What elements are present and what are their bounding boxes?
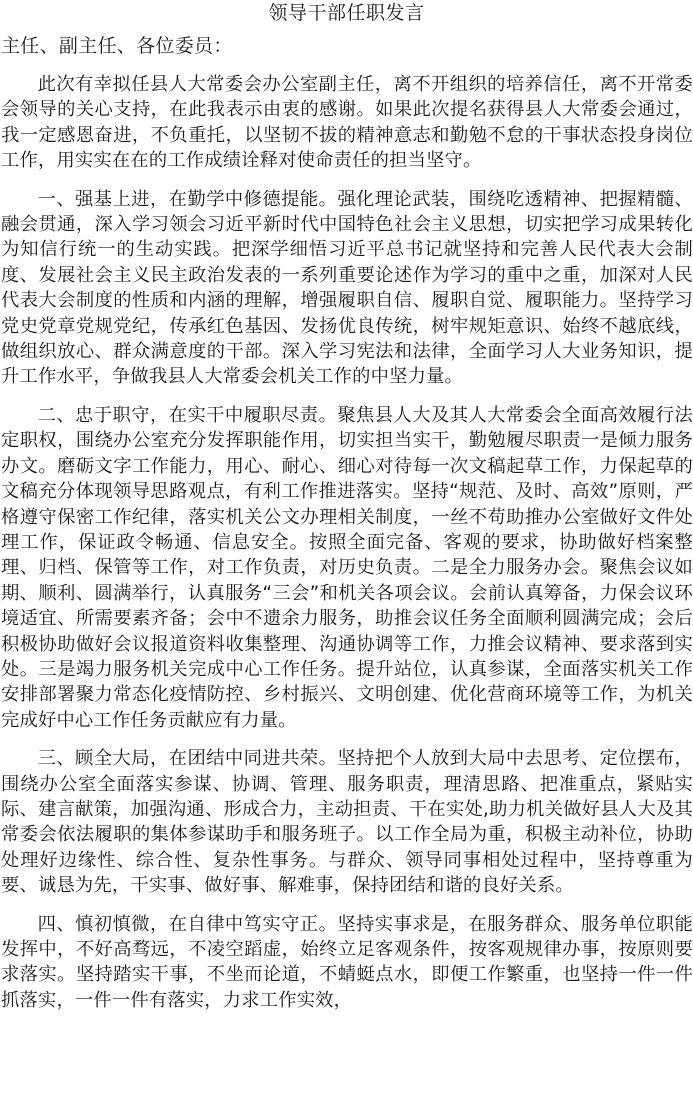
paragraph-study: 一、强基上进，在勤学中修德提能。强化理论武装，围绕吃透精神、把握精髓、融会贯通，深入学习领会习近平新时代中国特色社会主义思想，切实把学习成果转化为知信行统一的生动实践。把深学细悟习近平总书记就坚持和完善人民代表大会制度、发展社会主义民主政治发表的一系列重要论述作为学习的重中之重，加深对人民代表大会制度的性质和内涵的理解，增强履职自信、履职自觉、履职能力。坚持学习党史党章党规党纪，传承红色基因、发扬优良传统，树牢规矩意识、始终不越底线，做组织放心、群众满意度的干部。深入学习宪法和法律，全面学习人大业务知识，提升工作水平，争做我县人大常委会机关工作的中坚力量。	[1, 188, 693, 388]
paragraph-discipline: 四、慎初慎微，在自律中笃实守正。坚持实事求是，在服务群众、服务单位职能发挥中，不好高骛远，不凌空蹈虚，始终立足客观条件，按客观规律办事，按原则要求落实。坚持踏实干事，不坐而论道，不蜻蜓点水，即便工作繁重，也坚持一件一件抓落实，一件一件有落实，力求工作实效，	[1, 913, 693, 1011]
paragraph-intro: 此次有幸拟任县人大常委会办公室副主任，离不开组织的培养信任，离不开常委会领导的关心支持，在此我表示由衷的感谢。如果此次提名获得县人大常委会通过，我一定感恩奋进，不负重托，以坚韧不拔的精神意志和勤勉不怠的干事状态投身岗位工作，用实实在在的工作成绩诠释对使命责任的担当坚守。	[1, 74, 693, 172]
document-title: 领导干部任职发言	[268, 2, 425, 24]
paragraph-duty: 二、忠于职守，在实干中履职尽责。聚焦县人大及其人大常委会全面高效履行法定职权，围绕办公室充分发挥职能作用，切实担当实干，勤勉履尽职责一是倾力服务办文。磨砺文字工作能力，用心、耐心、细心对待每一次文稿起草工作，力保起草的文稿充分体现领导思路观点，有利工作推进落实。坚持“规范、及时、高效”原则，严格遵守保密工作纪律，落实机关公文办理相关制度，一丝不苟助推办公室做好文件处理工作，保证政令畅通、信息安全。按照全面完备、客观的要求，协助做好档案整理、归档、保管等工作，对工作负责，对历史负责。二是全力服务办会。聚焦会议如期、顺利、圆满举行，认真服务“三会”和机关各项会议。会前认真筹备，力保会议环境适宜、所需要素齐备；会中不遗余力服务，助推会议任务全面顺利圆满完成；会后积极协助做好会议报道资料收集整理、沟通协调等工作，力推会议精神、要求落到实处。三是竭力服务机关完成中心工作任务。提升站位，认真参谋，全面落实机关工作安排部署聚力常态化疫情防控、乡村振兴、文明创建、优化营商环境等工作，为机关完成好中心工作任务贡献应有力量。	[1, 404, 693, 731]
paragraph-unity: 三、顾全大局，在团结中同进共荣。坚持把个人放到大局中去思考、定位摆布，围绕办公室全面落实参谋、协调、管理、服务职责，理清思路、把准重点，紧贴实际、建言献策，加强沟通、形成合力，主动担责、干在实处,助力机关做好县人大及其常委会依法履职的集体参谋助手和服务班子。以工作全局为重，积极主动补位，协助处理好边缘性、综合性、复杂性事务。与群众、领导同事相处过程中，坚持尊重为要、诚恳为先，干实事、做好事、解难事，保持团结和谐的良好关系。	[1, 748, 693, 897]
salutation: 主任、副主任、各位委员：	[1, 35, 233, 57]
